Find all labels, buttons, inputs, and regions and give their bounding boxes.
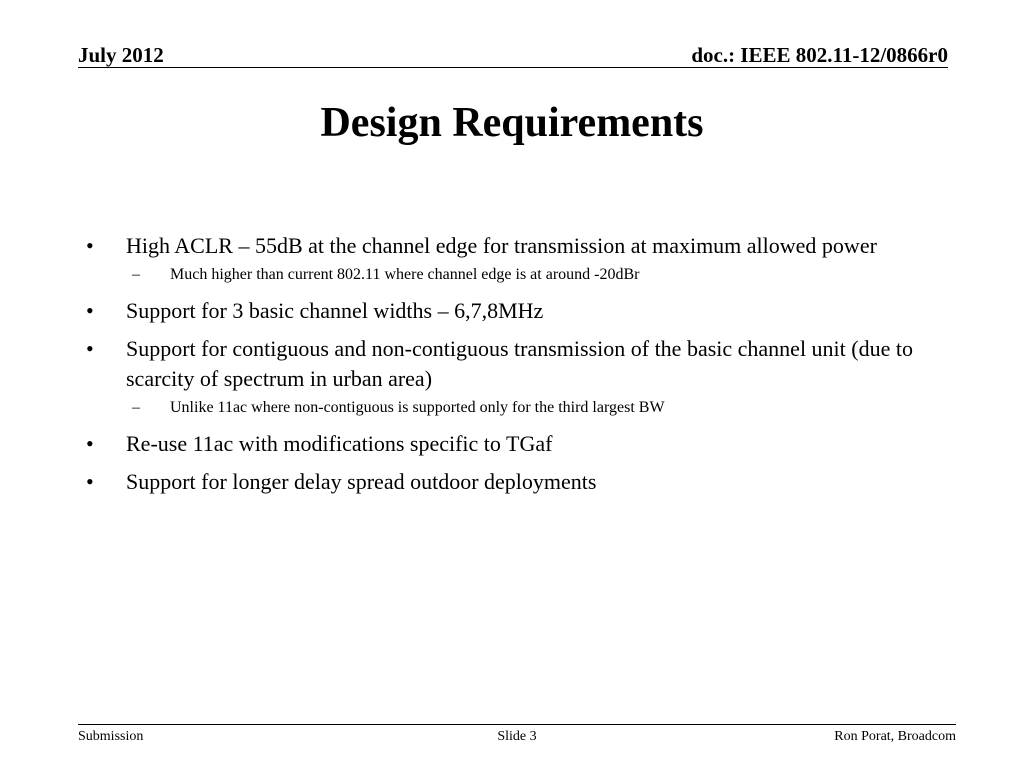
bullet-text: Re-use 11ac with modifications specific to TGaf — [126, 431, 553, 456]
bullet-item — [86, 429, 946, 459]
sub-bullet-item — [132, 397, 946, 419]
bullet-text: Support for longer delay spread outdoor deployments — [126, 469, 597, 494]
sub-bullet-text: Unlike 11ac where non-contiguous is supported only for the third largest BW — [170, 399, 665, 416]
slide-header-date: July 2012 — [78, 43, 164, 67]
sub-bullet-marker: – — [132, 266, 140, 283]
sub-bullet-text: Much higher than current 802.11 where channel edge is at around -20dBr — [170, 266, 640, 283]
bullet-item — [86, 467, 946, 497]
bullet-list — [86, 231, 946, 497]
bullet-marker: • — [86, 469, 94, 494]
bullet-marker: • — [86, 298, 94, 323]
footer-rule — [78, 724, 956, 725]
bullet-text: Support for contiguous and non-contiguous transmission of the basic channel unit (due to scarcity of spectrum in urban area) — [126, 336, 913, 391]
sub-bullet-marker: – — [132, 399, 140, 416]
bullet-item — [86, 334, 946, 394]
footer-author: Ron Porat, Broadcom — [834, 729, 956, 744]
bullet-text: High ACLR – 55dB at the channel edge for transmission at maximum allowed power — [126, 233, 877, 258]
bullet-item — [86, 296, 946, 326]
header-rule — [78, 67, 948, 68]
bullet-marker: • — [86, 336, 94, 361]
footer-slide-number: Slide 3 — [497, 729, 537, 744]
footer-submission: Submission — [78, 729, 144, 744]
sub-bullet-item — [132, 264, 946, 286]
slide-title: Design Requirements — [320, 100, 704, 146]
bullet-text: Support for 3 basic channel widths – 6,7,8MHz — [126, 298, 544, 323]
slide-header-doc-id: doc.: IEEE 802.11-12/0866r0 — [691, 43, 948, 67]
bullet-item — [86, 231, 946, 261]
bullet-marker: • — [86, 431, 94, 456]
bullet-marker: • — [86, 233, 94, 258]
